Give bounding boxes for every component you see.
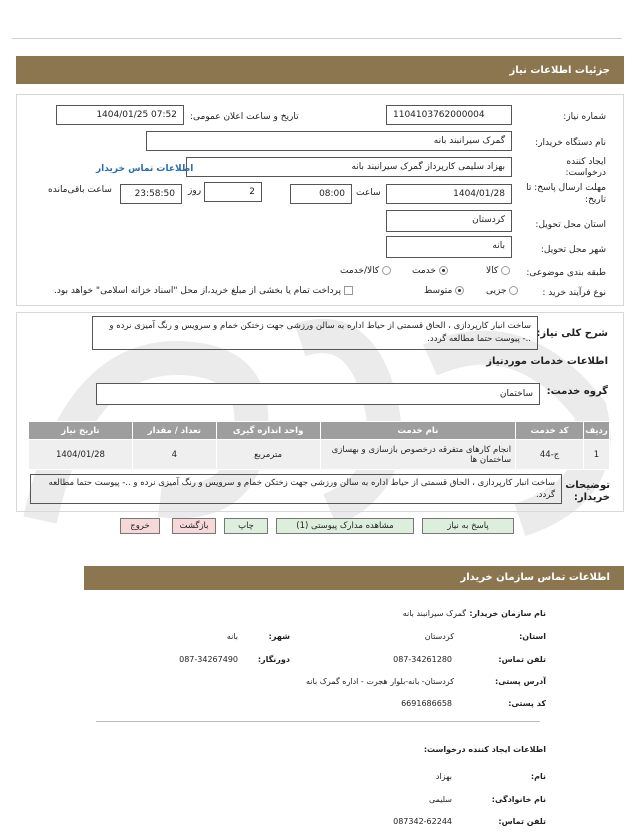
contact-header: اطلاعات تماس سازمان خریدار xyxy=(84,566,624,590)
first-name-label: نام: xyxy=(530,772,546,781)
creator-label-2: درخواست: xyxy=(565,168,606,178)
buyer-org-field: گمرک سیرانبند بانه xyxy=(146,131,512,151)
contact-province-value: کردستان xyxy=(424,632,454,641)
attachments-button[interactable]: مشاهده مدارک پیوستی (1) xyxy=(276,518,414,534)
contact-postal-value: 6691686658 xyxy=(401,699,452,708)
need-number-field: 1104103762000004 xyxy=(386,105,512,125)
process-option-medium[interactable]: متوسط xyxy=(424,286,464,296)
contact-fax-label: دورنگار: xyxy=(257,655,290,664)
buyer-desc-field: ساخت انبار کارپردازی ، الحاق قسمتی از حیاط اداره به سالن ورزشی جهت زختکن خمام و سرویس و رنگ آمیزی نرده و ..- پیوست حتما مطالعه گردد. xyxy=(30,474,562,504)
col-header-qty: تعداد / مقدار xyxy=(132,422,216,440)
radio-both[interactable] xyxy=(382,266,391,275)
contact-address-value: کردستان- بانه-بلوار هجرت - اداره گمرک بانه xyxy=(306,677,454,686)
radio-medium[interactable] xyxy=(455,286,464,295)
payment-note: پرداخت تمام یا بخشی از مبلغ خرید،از محل "اسناد خزانه اسلامی" خواهد بود. xyxy=(54,286,353,296)
creator-info-title: اطلاعات ایجاد کننده درخواست: xyxy=(423,745,546,754)
category-option-goods[interactable]: کالا xyxy=(486,266,510,276)
last-name-label: نام خانوادگی: xyxy=(491,795,546,804)
process-option-minor[interactable]: جزیی xyxy=(486,286,518,296)
creator-phone-value: 087342-62244 xyxy=(393,817,452,826)
cell-row: 1 xyxy=(584,440,610,470)
services-title: اطلاعات خدمات موردنیاز xyxy=(486,356,608,367)
org-name-value: گمرک سیرانبند بانه xyxy=(402,609,466,618)
contact-city-value: بانه xyxy=(226,632,238,641)
cell-name: انجام کارهای متفرقه درخصوص بازسازی و بهسازی ساختمان ها xyxy=(320,440,516,470)
category-option-service[interactable]: خدمت xyxy=(412,266,448,276)
remaining-time-field: 23:58:50 xyxy=(120,184,182,204)
col-header-code: کد خدمت xyxy=(516,422,584,440)
radio-service[interactable] xyxy=(439,266,448,275)
creator-phone-label: تلفن تماس: xyxy=(498,817,546,826)
table-row xyxy=(29,440,610,470)
radio-goods[interactable] xyxy=(501,266,510,275)
exit-button[interactable]: خروج xyxy=(120,518,160,534)
contact-fax-value: 087-34267490 xyxy=(179,655,238,664)
page-header: جزئیات اطلاعات نیاز xyxy=(16,56,624,84)
cell-qty: 4 xyxy=(132,440,216,470)
contact-phone-value: 087-34261280 xyxy=(393,655,452,664)
summary-field: ساخت انبار کارپردازی ، الحاق قسمتی از حیاط اداره به سالن ورزشی جهت زختکن خمام و سرویس و رنگ آمیزی نرده و ..- پیوست حتما مطالعه گردد. xyxy=(92,316,538,350)
org-name-label: نام سازمان خریدار: xyxy=(469,609,546,618)
buyer-desc-label-1: توضیحات xyxy=(565,480,610,491)
cell-unit: مترمربع xyxy=(216,440,320,470)
contact-divider xyxy=(96,721,540,722)
cell-date: 1404/01/28 xyxy=(29,440,133,470)
service-group-label: گروه خدمت: xyxy=(546,386,608,397)
contact-postal-label: کد پستی: xyxy=(508,699,546,708)
deadline-date-field: 1404/01/28 xyxy=(386,184,512,204)
creator-label-1: ایجاد کننده xyxy=(566,157,606,167)
buyer-desc-label-2: خریدار: xyxy=(573,492,610,503)
province-field: کردستان xyxy=(386,210,512,232)
contact-phone-label: تلفن تماس: xyxy=(498,655,546,664)
process-label: نوع فرآیند خرید : xyxy=(542,288,606,298)
deadline-time-field: 08:00 xyxy=(290,184,352,204)
first-name-value: بهزاد xyxy=(435,772,452,781)
cell-code: ج-44 xyxy=(516,440,584,470)
buyer-org-label: نام دستگاه خریدار: xyxy=(535,138,606,148)
category-label: طبقه بندی موضوعی: xyxy=(526,268,606,278)
remaining-label: ساعت باقی‌مانده xyxy=(48,185,112,195)
back-button[interactable]: بازگشت xyxy=(172,518,216,534)
need-number-label: شماره نیاز: xyxy=(563,112,606,122)
print-button[interactable]: چاپ xyxy=(224,518,268,534)
service-group-field: ساختمان xyxy=(96,383,540,405)
summary-label: شرح کلی نیاز: xyxy=(536,328,608,339)
buyer-contact-link[interactable]: اطلاعات تماس خریدار xyxy=(96,164,194,174)
contact-address-label: آدرس پستی: xyxy=(495,677,546,686)
reply-button[interactable]: پاسخ به نیاز xyxy=(422,518,514,534)
deadline-label-1: مهلت ارسال پاسخ: تا xyxy=(526,183,606,193)
payment-checkbox[interactable] xyxy=(344,286,353,295)
province-label: استان محل تحویل: xyxy=(535,220,606,230)
city-label: شهر محل تحویل: xyxy=(540,245,606,255)
announce-field: 1404/01/25 07:52 xyxy=(56,105,184,125)
col-header-name: نام خدمت xyxy=(320,422,516,440)
city-field: بانه xyxy=(386,236,512,258)
days-field: 2 xyxy=(204,182,262,202)
creator-field: بهزاد سلیمی کارپرداز گمرک سیرانبند بانه xyxy=(186,157,512,177)
radio-minor[interactable] xyxy=(509,286,518,295)
services-table xyxy=(28,421,610,470)
days-label: روز xyxy=(188,186,202,196)
contact-province-label: استان: xyxy=(519,632,546,641)
deadline-label-2: تاریخ: xyxy=(585,195,606,205)
time-label: ساعت xyxy=(356,188,381,198)
col-header-unit: واحد اندازه گیری xyxy=(216,422,320,440)
announce-label: تاریخ و ساعت اعلان عمومی: xyxy=(190,112,299,122)
last-name-value: سلیمی xyxy=(428,795,452,804)
col-header-date: تاریخ نیاز xyxy=(29,422,133,440)
top-divider xyxy=(12,38,622,39)
col-header-row: ردیف xyxy=(584,422,610,440)
contact-city-label: شهر: xyxy=(268,632,290,641)
category-option-both[interactable]: کالا/خدمت xyxy=(340,266,391,276)
